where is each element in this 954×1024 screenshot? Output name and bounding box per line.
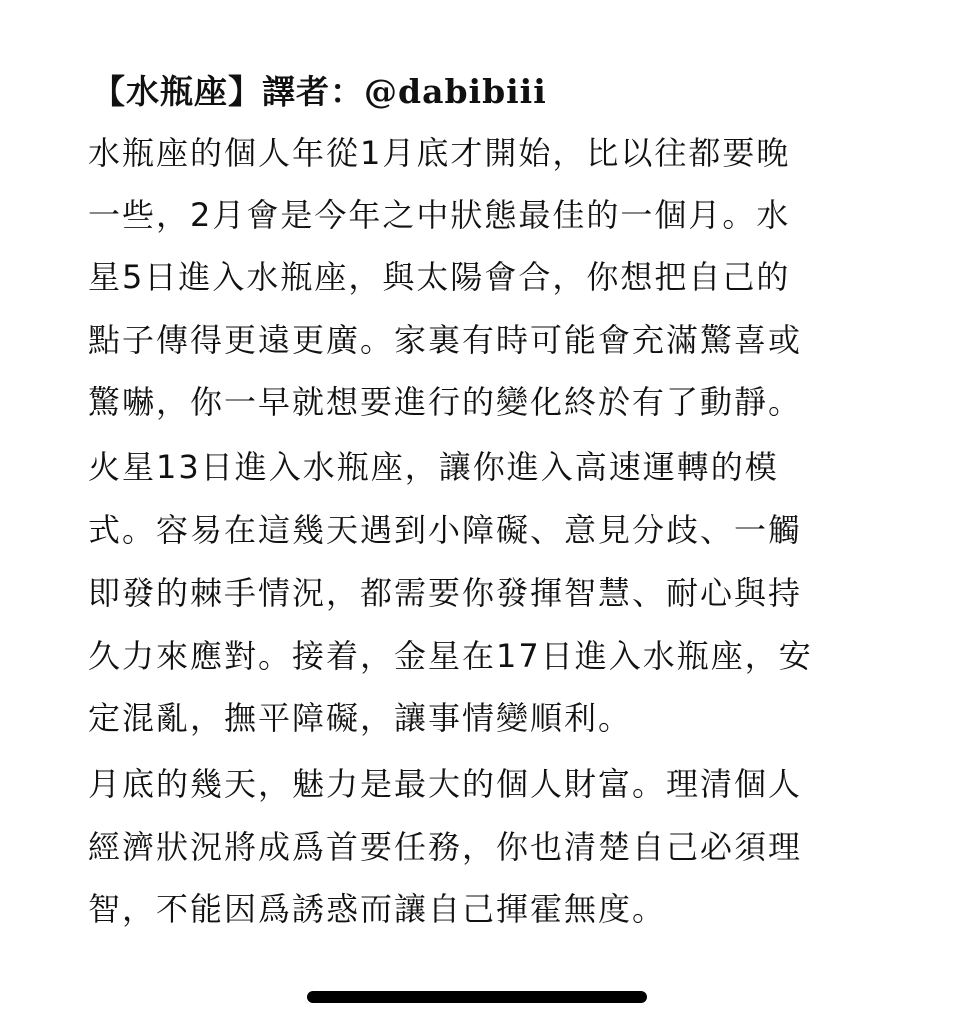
body-line: 月底的幾天，魅力是最大的個人財富。理清個人 bbox=[88, 765, 803, 803]
body-line: 水瓶座的個人年從1月底才開始，比以往都要晚 bbox=[88, 134, 791, 172]
body-line: 驚嚇，你一早就想要進行的變化終於有了動靜。 bbox=[88, 383, 803, 421]
body-line: 火星13日進入水瓶座，讓你進入高速運轉的模 bbox=[88, 448, 779, 486]
body-line: 式。容易在這幾天遇到小障礙、意見分歧、一觸 bbox=[88, 511, 803, 549]
body-line: 智，不能因爲誘惑而讓自己揮霍無度。 bbox=[88, 890, 667, 928]
article-title bbox=[92, 70, 547, 114]
translator-handle: @dabibiii bbox=[364, 72, 547, 111]
body-line: 即發的棘手情況，都需要你發揮智慧、耐心與持 bbox=[88, 574, 803, 612]
title-label: 【水瓶座】譯者： bbox=[92, 72, 364, 111]
body-line: 一些，2月會是今年之中狀態最佳的一個月。水 bbox=[88, 196, 791, 234]
body-line: 星5日進入水瓶座，與太陽會合，你想把自己的 bbox=[88, 258, 791, 296]
body-line: 點子傳得更遠更廣。家裏有時可能會充滿驚喜或 bbox=[88, 321, 803, 359]
body-line: 定混亂，撫平障礙，讓事情變順利。 bbox=[88, 699, 633, 737]
body-line: 久力來應對。接着，金星在17日進入水瓶座，安 bbox=[88, 637, 813, 675]
body-line: 經濟狀況將成爲首要任務，你也清楚自己必須理 bbox=[88, 828, 803, 866]
home-indicator-bar[interactable] bbox=[307, 991, 647, 1003]
